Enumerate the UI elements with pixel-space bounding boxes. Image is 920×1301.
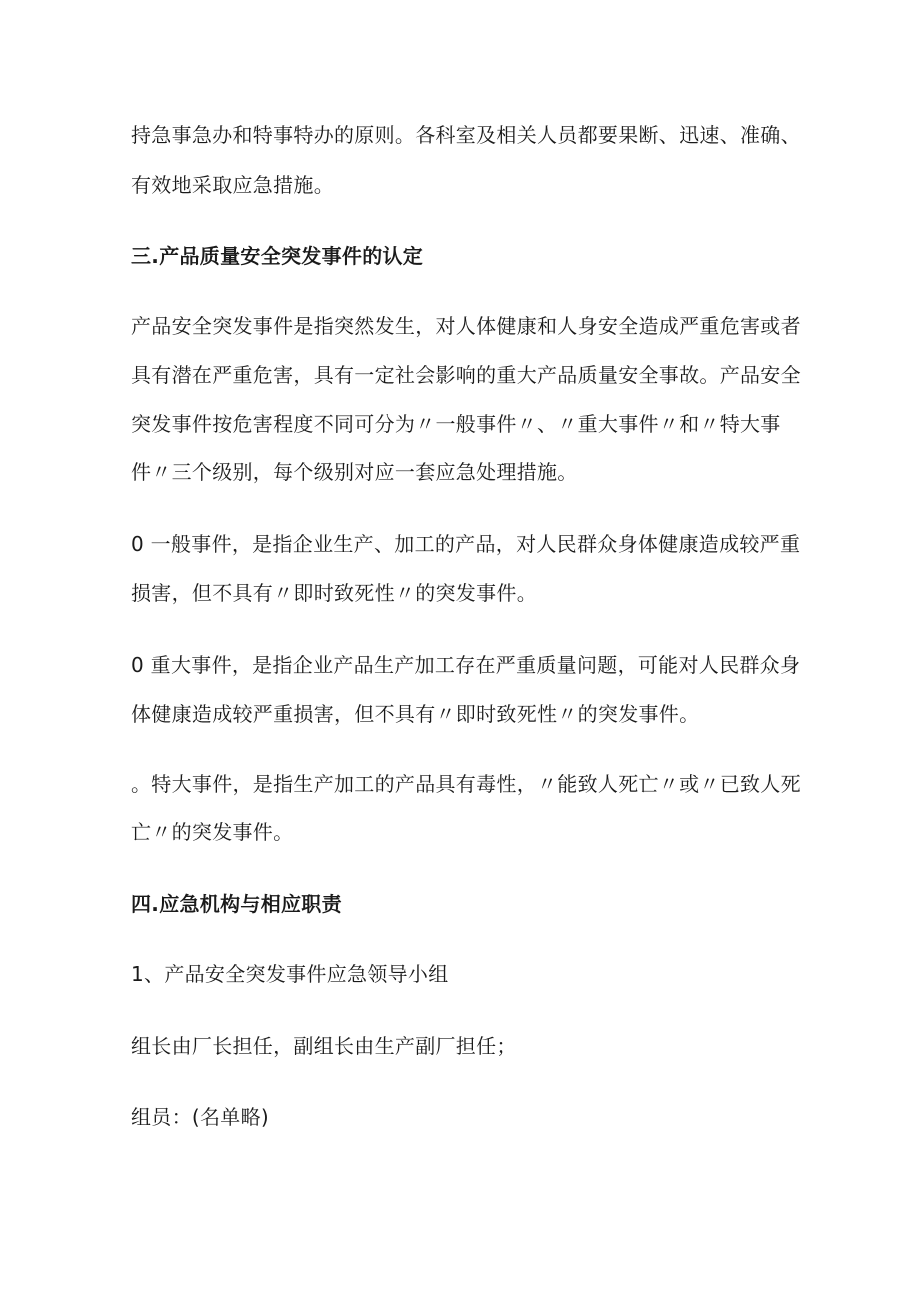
section-heading-4: 四.应急机构与相应职责 <box>131 892 342 916</box>
paragraph-line: 亡〃的突发事件。 <box>131 820 294 844</box>
paragraph-line: 有效地采取应急措施。 <box>131 173 334 197</box>
paragraph-line: 0 重大事件，是指企业产品生产加工存在严重质量问题，可能对人民群众身 <box>131 653 801 677</box>
paragraph-line: 具有潜在严重危害，具有一定社会影响的重大产品质量安全事故。产品安全 <box>131 363 801 387</box>
list-item-1: 1、产品安全突发事件应急领导小组 <box>131 962 449 986</box>
paragraph-line: 持急事急办和特事特办的原则。各科室及相关人员都要果断、迅速、准确、 <box>131 123 801 147</box>
paragraph-line: 损害，但不具有〃即时致死性〃的突发事件。 <box>131 581 537 605</box>
members-line: 组员：(名单略) <box>131 1105 270 1129</box>
paragraph-line: 突发事件按危害程度不同可分为〃一般事件〃、〃重大事件〃和〃特大事 <box>131 412 781 436</box>
leader-line: 组长由厂长担任，副组长由生产副厂担任； <box>131 1034 517 1058</box>
paragraph-line: 件〃三个级别，每个级别对应一套应急处理措施。 <box>131 460 578 484</box>
paragraph-line: 产品安全突发事件是指突然发生，对人体健康和人身安全造成严重危害或者 <box>131 314 801 338</box>
paragraph-line: 0 一般事件，是指企业生产、加工的产品，对人民群众身体健康造成较严重 <box>131 532 801 556</box>
section-heading-3: 三.产品质量安全突发事件的认定 <box>131 244 424 268</box>
paragraph-line: 体健康造成较严重损害，但不具有〃即时致死性〃的突发事件。 <box>131 702 700 726</box>
paragraph-line: 。特大事件，是指生产加工的产品具有毒性，〃能致人死亡〃或〃已致人死 <box>131 772 801 796</box>
